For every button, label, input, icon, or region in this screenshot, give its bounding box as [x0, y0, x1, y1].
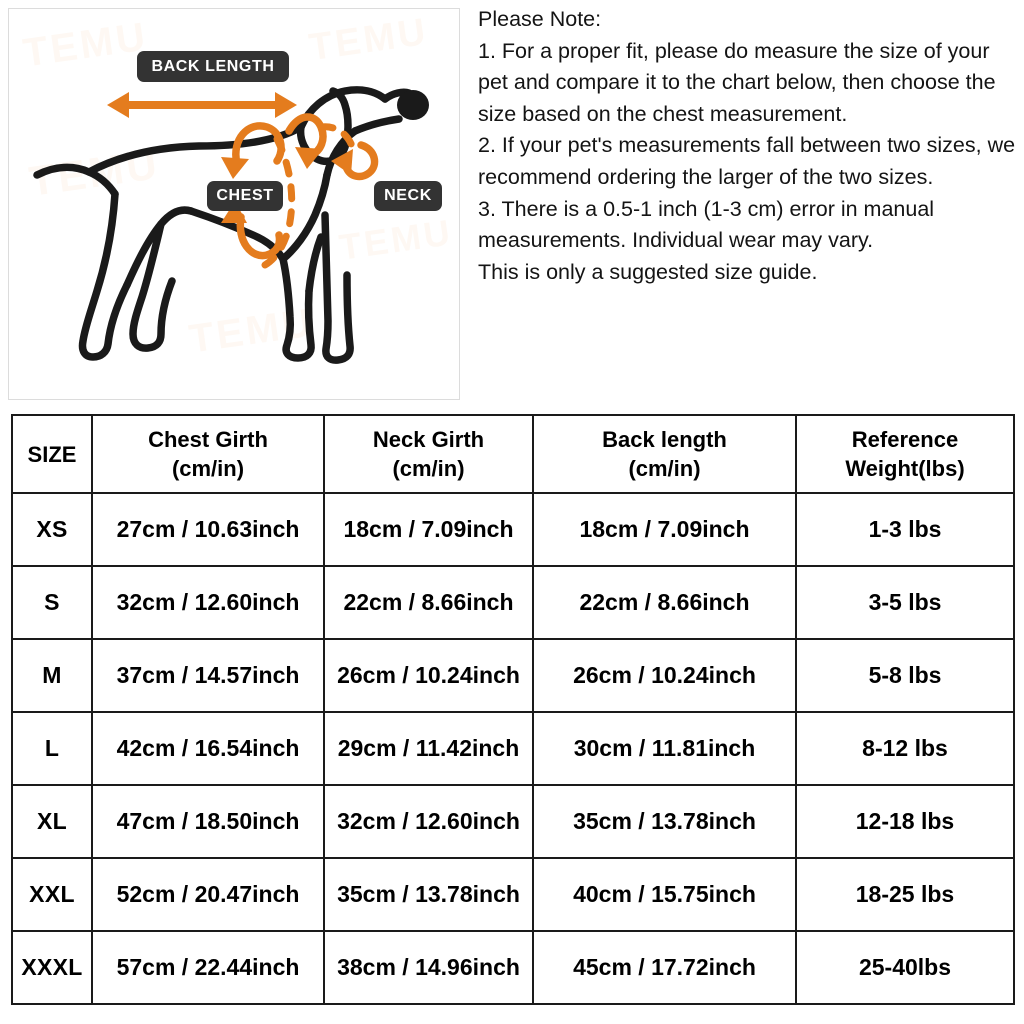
header-line-1: SIZE: [27, 441, 77, 467]
cell-back: 45cm / 17.72inch: [533, 931, 796, 1004]
table-row: [12, 931, 1014, 1004]
dog-body-outline: [37, 90, 409, 360]
cell-neck: 35cm / 13.78inch: [324, 858, 533, 931]
cell-neck: 29cm / 11.42inch: [324, 712, 533, 785]
dog-measurement-diagram-panel: [8, 8, 460, 400]
cell-back: 30cm / 11.81inch: [533, 712, 796, 785]
note-line: This is only a suggested size guide.: [478, 259, 818, 284]
back-length-arrowhead-right: [275, 92, 297, 118]
cell-weight: 8-12 lbs: [796, 712, 1014, 785]
cell-back: 35cm / 13.78inch: [533, 785, 796, 858]
cell-back: 26cm / 10.24inch: [533, 639, 796, 712]
table-header-row: [12, 415, 1014, 493]
watermark-text: TEMU: [20, 14, 151, 76]
cell-size: M: [12, 639, 92, 712]
cell-size: L: [12, 712, 92, 785]
watermark-text: TEMU: [26, 140, 163, 205]
table-row: [12, 566, 1014, 639]
cell-chest: 47cm / 18.50inch: [92, 785, 324, 858]
cell-chest: 32cm / 12.60inch: [92, 566, 324, 639]
column-header-reference-weight: [796, 415, 1014, 493]
cell-back: 40cm / 15.75inch: [533, 858, 796, 931]
cell-chest: 57cm / 22.44inch: [92, 931, 324, 1004]
cell-size: XXL: [12, 858, 92, 931]
label-neck: NECK: [374, 181, 442, 211]
cell-weight: 3-5 lbs: [796, 566, 1014, 639]
header-line-1: Neck Girth: [372, 427, 485, 452]
note-title: Please Note:: [478, 7, 602, 31]
table-row: [12, 493, 1014, 566]
cell-weight: 12-18 lbs: [796, 785, 1014, 858]
header-line-2: (cm/in): [392, 456, 465, 481]
note-line: 1. For a proper fit, please do measure the size of your pet and compare it to the chart below, then choose the size based on the chest measurement.: [478, 38, 996, 126]
header-line-1: Reference: [851, 427, 959, 452]
cell-chest: 42cm / 16.54inch: [92, 712, 324, 785]
note-line: 3. There is a 0.5-1 inch (1-3 cm) error in manual measurements. Individual wear may vary.: [478, 196, 935, 253]
column-header-chest-girth: [92, 415, 324, 493]
table-row: [12, 785, 1014, 858]
cell-neck: 22cm / 8.66inch: [324, 566, 533, 639]
cell-neck: 26cm / 10.24inch: [324, 639, 533, 712]
chest-arrow-head-top: [221, 157, 249, 179]
dog-nose: [397, 90, 429, 120]
label-back-length: BACK LENGTH: [137, 51, 289, 82]
table-row: [12, 858, 1014, 931]
cell-weight: 5-8 lbs: [796, 639, 1014, 712]
cell-size: XXXL: [12, 931, 92, 1004]
size-chart-table: [11, 414, 1015, 1005]
cell-size: S: [12, 566, 92, 639]
header-line-2: (cm/in): [628, 456, 701, 481]
header-line-2: Weight(lbs): [845, 456, 965, 481]
table-row: [12, 639, 1014, 712]
cell-chest: 27cm / 10.63inch: [92, 493, 324, 566]
watermark-text: TEMU: [336, 211, 456, 268]
header-line-1: Back length: [602, 427, 727, 452]
cell-neck: 32cm / 12.60inch: [324, 785, 533, 858]
header-line-1: Chest Girth: [148, 427, 268, 452]
cell-neck: 18cm / 7.09inch: [324, 493, 533, 566]
watermark-text: TEMU: [306, 10, 431, 70]
cell-chest: 52cm / 20.47inch: [92, 858, 324, 931]
cell-back: 22cm / 8.66inch: [533, 566, 796, 639]
cell-size: XS: [12, 493, 92, 566]
cell-weight: 1-3 lbs: [796, 493, 1014, 566]
please-note-block: [478, 4, 1018, 288]
cell-back: 18cm / 7.09inch: [533, 493, 796, 566]
label-chest: CHEST: [207, 181, 283, 211]
cell-chest: 37cm / 14.57inch: [92, 639, 324, 712]
column-header-neck-girth: [324, 415, 533, 493]
cell-neck: 38cm / 14.96inch: [324, 931, 533, 1004]
cell-weight: 25-40lbs: [796, 931, 1014, 1004]
cell-size: XL: [12, 785, 92, 858]
back-length-arrowhead-left: [107, 92, 129, 118]
watermark-text: TEMU: [186, 300, 317, 362]
table-row: [12, 712, 1014, 785]
column-header-back-length: [533, 415, 796, 493]
column-header-size: [12, 415, 92, 493]
header-section: [0, 0, 1024, 412]
header-line-2: (cm/in): [171, 456, 245, 481]
note-line: 2. If your pet's measurements fall between two sizes, we recommend ordering the larger of the two sizes.: [478, 133, 1016, 189]
cell-weight: 18-25 lbs: [796, 858, 1014, 931]
